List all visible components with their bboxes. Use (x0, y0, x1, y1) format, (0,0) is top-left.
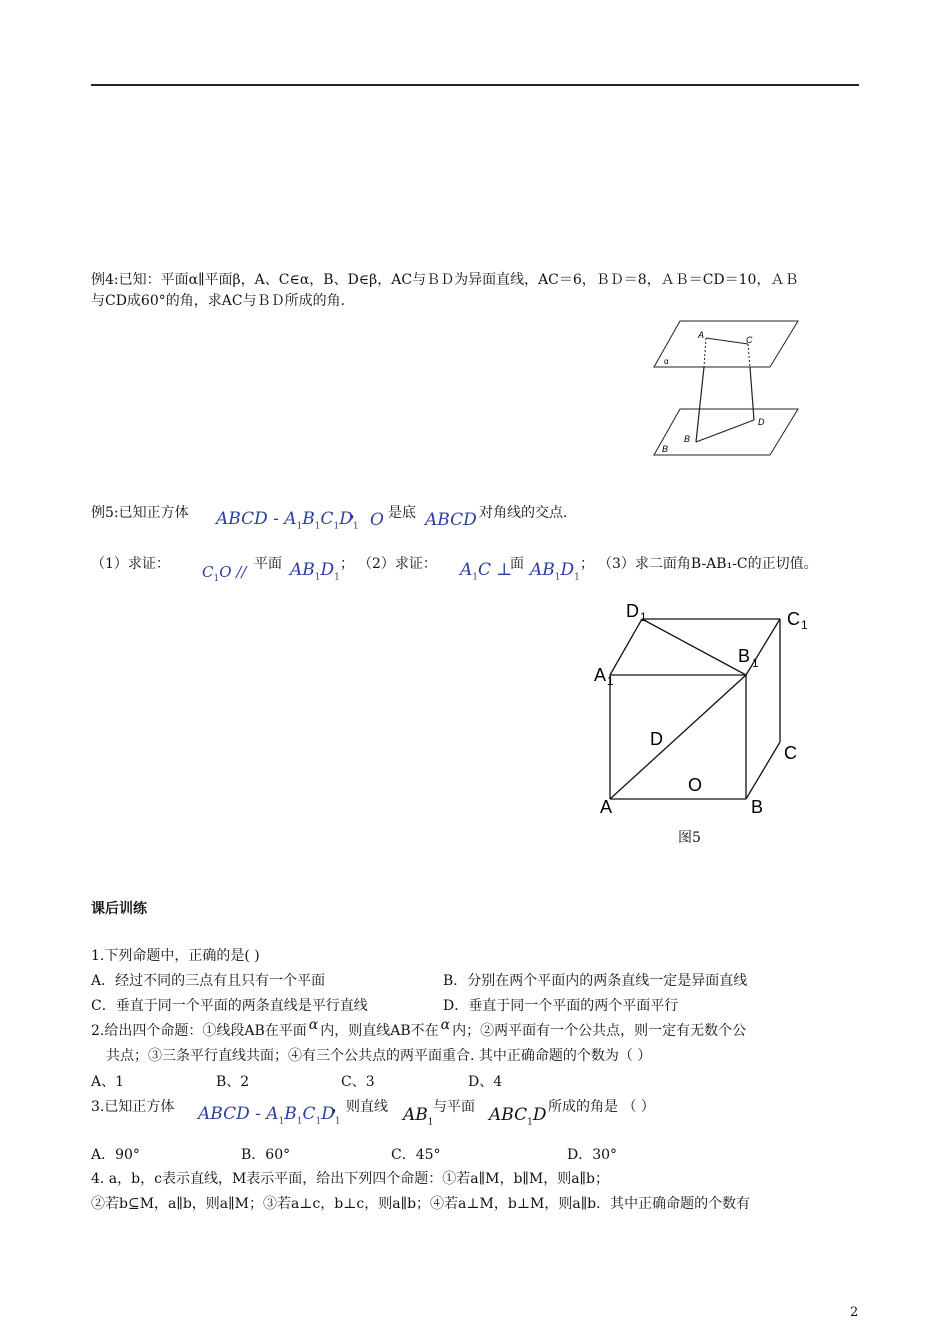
ex5-face: 面 (510, 556, 524, 572)
ex4-label-a: A (698, 330, 705, 340)
q3-option-b: B．60° (241, 1147, 291, 1163)
q3-cube: ABCD - $A_1B_1C_1D_1$ (198, 1104, 341, 1127)
q2-option-a: A、1 (91, 1074, 125, 1090)
ex4-label-c: C (746, 335, 753, 345)
q1-option-a: A．经过不同的三点有且只有一个平面 (91, 973, 326, 989)
ex5-o: O (370, 510, 384, 530)
cube-sub-a1: 1 (607, 674, 614, 688)
ex5-part1-label: （1）求证： (91, 556, 170, 572)
q2-line2: 共点；③三条平行直线共面；④有三个公共点的两平面重合. 其中正确命题的个数为（ ） (106, 1048, 652, 1064)
ex5-is-base: 是底 (388, 505, 416, 521)
cube-label-a: A (600, 797, 613, 817)
ex5-part3: （3）求二面角B-AB₁-C的正切值。 (598, 556, 818, 572)
q3-line-ab1: $AB_1$ (403, 1105, 434, 1128)
ex5-plane: 平面 (254, 556, 282, 572)
ex4-figure (650, 315, 810, 465)
ex5-base: ABCD (425, 510, 477, 530)
q3-then-line: ，则直线 (332, 1099, 388, 1115)
ex4-label-d: D (758, 417, 765, 427)
cube-sub-d1: 1 (640, 610, 647, 624)
q2-option-c: C、3 (341, 1074, 375, 1090)
q3-suffix: 所成的角是 （ ） (548, 1099, 655, 1115)
cube-figure (590, 597, 820, 822)
cube-label-a1: A (594, 665, 607, 685)
cube-caption: 图5 (678, 830, 701, 846)
q2-line1: 2.给出四个命题：①线段AB在平面 α 内，则直线AB不在 α 内；②两平面有一个公共点，则一定有无数个公 (91, 1017, 747, 1039)
ex5-comma: ， (350, 505, 364, 521)
cube-sub-b1: 1 (752, 656, 759, 670)
cube-label-b: B (751, 797, 764, 817)
cube-label-c: C (784, 743, 797, 763)
ex5-part2-label: （2）求证： (358, 556, 437, 572)
homework-title: 课后训练 (91, 901, 147, 917)
q3-and-plane: 与平面 (433, 1099, 475, 1115)
cube-sub-c1: 1 (801, 618, 808, 632)
q3-option-c: C．45° (391, 1147, 441, 1163)
ex4-label-beta: B (662, 444, 669, 454)
ex4-label-alpha: α (664, 357, 669, 366)
cube-label-o: O (688, 775, 703, 795)
ex5-intro: 例5:已知正方体 (91, 505, 189, 521)
q3-option-a: A．90° (91, 1147, 140, 1163)
q3-prefix: 3.已知正方体 (91, 1099, 175, 1115)
cube-label-d: D (650, 729, 663, 749)
ex4-line1: 例4:已知：平面α∥平面β，A、C∈α，B、D∈β，AC与ＢＤ为异面直线，AC＝6，ＢＤ＝8，ＡＢ＝CD＝10，ＡＢ (91, 272, 799, 288)
cube-label-d1: D (626, 601, 639, 621)
q1-option-b: B．分别在两个平面内的两条直线一定是异面直线 (443, 973, 748, 989)
page-number: 2 (850, 1305, 859, 1320)
q3-option-d: D．30° (567, 1147, 618, 1163)
ex5-semi2: ； (580, 556, 594, 572)
q3-plane: $ABC_1D$ (489, 1105, 547, 1128)
cube-label-b1: B (738, 646, 751, 666)
ex4-line2: 与CD成60°的角，求AC与ＢＤ所成的角． (91, 293, 355, 309)
ex5-suffix: 对角线的交点. (479, 505, 568, 521)
ex5-c1o: $C_1O$ // (202, 563, 247, 584)
ex5-semi1: ； (340, 556, 354, 572)
header-rule (91, 84, 859, 86)
ex5-ab1d1-b: $AB_1D_1$ (530, 560, 580, 583)
ex5-cube-name: ABCD - $A_1B_1C_1D_1$ (216, 509, 359, 532)
ex5-a1c: $A_1C$ ⊥ (460, 560, 513, 583)
q2-option-b: B、2 (216, 1074, 250, 1090)
q2-option-d: D、4 (468, 1074, 503, 1090)
cube-label-c1: C (787, 609, 800, 629)
q1-option-d: D．垂直于同一个平面的两个平面平行 (443, 998, 679, 1014)
ex5-ab1d1: $AB_1D_1$ (290, 560, 340, 583)
q4-line1: 4. a，b，c表示直线，M表示平面，给出下列四个命题：①若a∥M，b∥M，则a∥b； (91, 1171, 609, 1187)
q1-stem: 1.下列命题中，正确的是( ) (91, 948, 260, 964)
ex4-label-b: B (684, 434, 691, 444)
q1-option-c: C．垂直于同一个平面的两条直线是平行直线 (91, 998, 368, 1014)
q4-line2: ②若b⊆M，a∥b，则a∥M；③若a⊥c，b⊥c，则a∥b；④若a⊥M，b⊥M，则a∥b．其中正确命题的个数有 (91, 1196, 751, 1212)
